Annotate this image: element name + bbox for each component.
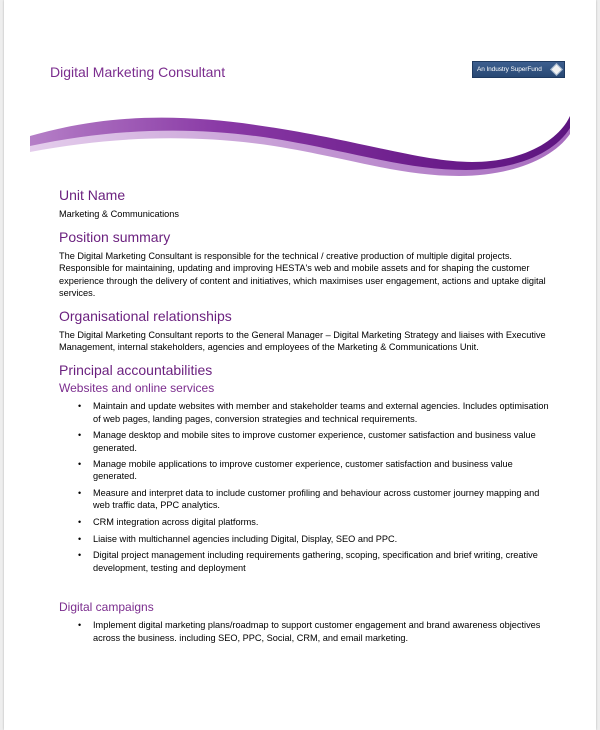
websites-list (59, 400, 549, 573)
position-summary-text: The Digital Marketing Consultant is responsible for the technical / creative production of multiple digital projects. Responsible for maintaining, updating and improving HESTA's web and mobile assets and for shaping the customer experience through the delivery of content and initiatives, which maximises user engagement, actions and uptake digital services. (59, 251, 546, 298)
position-summary-heading: Position summary (59, 229, 171, 246)
document-page (4, 0, 596, 730)
logo-text: An Industry SuperFund (477, 66, 542, 73)
unit-name-heading: Unit Name (59, 187, 126, 203)
websites-subheading: Websites and online services (59, 381, 215, 396)
campaigns-list (59, 619, 549, 643)
unit-name-value: Marketing & Communications (59, 209, 179, 219)
list-item: • CRM integration across digital platforms. (59, 516, 549, 528)
digital-campaigns-subheading: Digital campaigns (59, 600, 154, 615)
organisational-relationships-heading: Organisational relationships (59, 308, 232, 325)
list-item: • Manage desktop and mobile sites to improve customer experience, customer satisfaction and business value generated. (59, 429, 549, 453)
principal-accountabilities-heading: Principal accountabilities (59, 362, 213, 379)
logo-diamond-icon (550, 63, 563, 76)
purple-swoosh-banner (4, 112, 596, 182)
document-title: Digital Marketing Consultant (50, 64, 226, 80)
list-item: • Measure and interpret data to include customer profiling and behaviour across customer journey mapping and web traffic data, PPC analytics. (59, 487, 549, 511)
list-item: • Manage mobile applications to improve customer experience, customer satisfaction and business value generated. (59, 458, 549, 482)
organisational-relationships-text: The Digital Marketing Consultant reports to the General Manager – Digital Marketing Strategy and liaises with Executive Management, internal stakeholders, agencies and employees of the Marketing & Communications Unit. (59, 330, 546, 353)
list-item: • Digital project management including requirements gathering, scoping, specification and brief writing, creative development, testing and deployment (59, 549, 549, 573)
list-item: • Maintain and update websites with member and stakeholder teams and external agencies. Includes optimisation of web pages, landing pages, conversion strategies and technical requirements. (59, 400, 549, 424)
document-body (59, 187, 549, 648)
company-logo (472, 61, 565, 78)
list-item: • Liaise with multichannel agencies including Digital, Display, SEO and PPC. (59, 533, 549, 545)
list-item: • Implement digital marketing plans/roadmap to support customer engagement and brand awareness objectives across the business. including SEO, PPC, Social, CRM, and email marketing. (59, 619, 549, 643)
